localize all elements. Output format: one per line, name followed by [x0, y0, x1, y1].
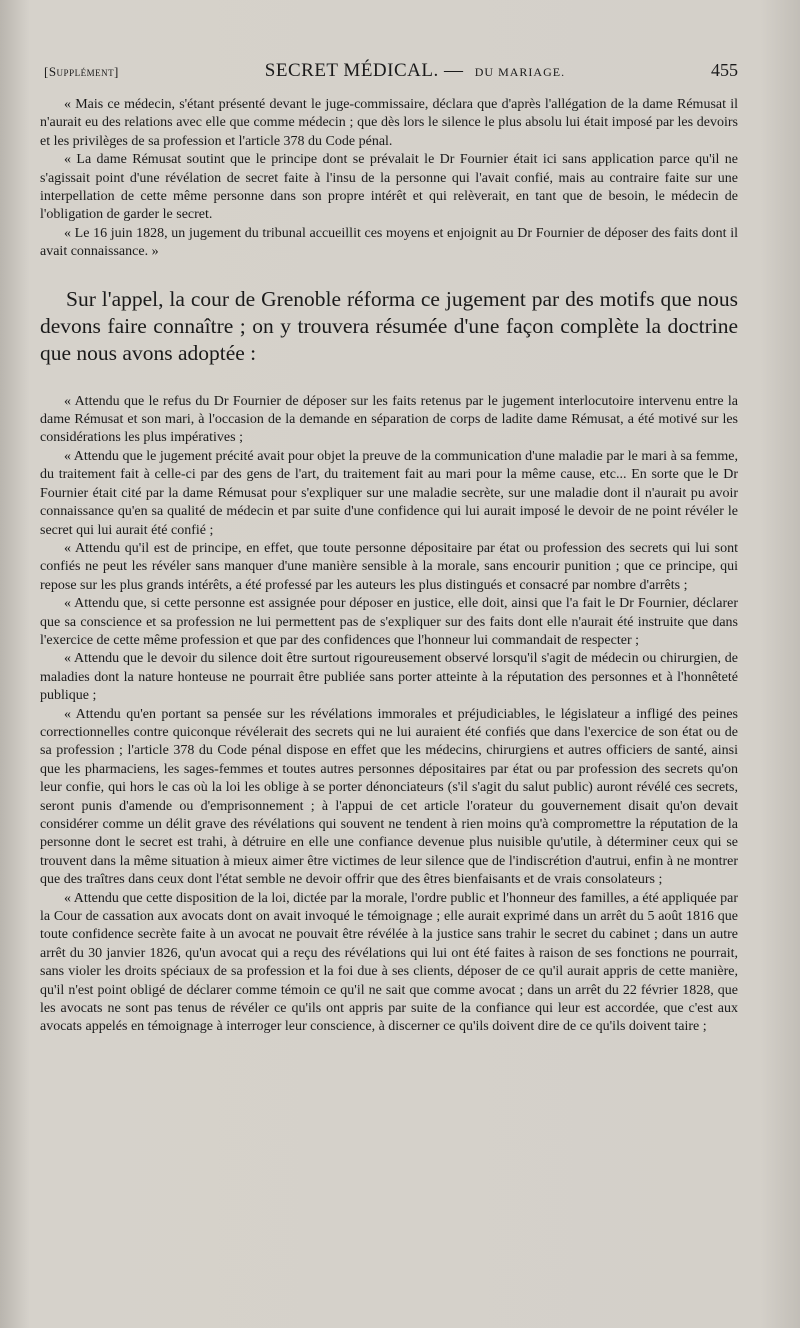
attendu-paragraph: « Attendu qu'il est de principe, en effet, que toute personne dépositaire par état ou profession des secrets qui lui sont confiés ne peut les révéler sans manquer d'une manière sensible à la morale, sans encourir punition ; que ce principe, qui repose sur les plus grands intérêts, a été professé par les auteurs les plus distingués et consacré par nombre d'arrêts ;: [40, 540, 738, 593]
attendu-paragraph: « Attendu que le refus du Dr Fournier de déposer sur les faits retenus par le jugement interlocutoire intervenu entre la dame Rémusat et son mari, à l'occasion de la demande en séparation de corps de ladite dame Rémusat, a été motivé sur les considérations les plus impératives ;: [40, 393, 738, 446]
quoted-block: [40, 96, 738, 262]
quoted-paragraph: « Le 16 juin 1828, un jugement du tribunal accueillit ces moyens et enjoignit au Dr Fournier de déposer des faits dont il avait connaissance. »: [40, 225, 738, 260]
attendu-block: [40, 393, 738, 1037]
main-paragraph: Sur l'appel, la cour de Grenoble réforma ce jugement par des motifs que nous devons faire connaître ; on y trouvera résumée d'une façon complète la doctrine que nous avons adoptée :: [40, 286, 738, 365]
attendu-paragraph: « Attendu que, si cette personne est assignée pour déposer en justice, elle doit, ainsi que l'a fait le Dr Fournier, déclarer que sa conscience et sa profession ne lui permettent pas de s'expliquer sur des faits dont elle n'aurait été instruite que dans l'exercice de cette même profession et que par des confidences que l'honneur lui commandait de respecter ;: [40, 596, 738, 648]
running-header: [40, 60, 738, 82]
attendu-paragraph: « Attendu que cette disposition de la loi, dictée par la morale, l'ordre public et l'honneur des familles, a été appliquée par la Cour de cassation aux avocats dont on avait invoqué le témoignage ; elle aurait exprimé dans un arrêt du 5 août 1816 que toute confidence secrète faite à un avocat ne pouvait être révélée à la justice sans trahir le secret du cabinet ; dans un autre arrêt du 30 janvier 1826, qu'un avocat qui a reçu des révélations qui lui ont été faites à raison de ses fonctions ne pourrait, sans violer les droits spéciaux de sa profession et la foi due à ses clients, déposer de ce qu'il aurait appris de cette manière, qu'il n'est point obligé de déclarer comme témoin ce qu'il ne sait que comme avocat ; dans un arrêt du 22 février 1828, que les avocats ne sont pas tenus de révéler ce qu'ils ont appris par suite de la confiance qui leur est accordée, que c'est aux avocats appelés en témoignage à interroger leur conscience, à discerner ce qu'ils doivent dire de ce qu'ils doivent taire ;: [40, 890, 738, 1035]
attendu-paragraph: « Attendu que le devoir du silence doit être surtout rigoureusement observé lorsqu'il s'agit de médecin ou chirurgien, de maladies dont la nature honteuse ne pourrait être publiée sans porter atteinte à la réputation des personnes et à l'honnêteté publique ;: [40, 651, 738, 704]
quoted-paragraph: « Mais ce médecin, s'étant présenté devant le juge-commissaire, déclara que d'après l'allégation de la dame Rémusat il n'aurait eu des relations avec elle que comme médecin ; que dès lors le silence le plus absolu lui était imposé par les devoirs et les privilèges de sa profession et l'article 378 du Code pénal.: [40, 97, 738, 149]
attendu-paragraph: « Attendu que le jugement précité avait pour objet la preuve de la communication d'une maladie par le mari à sa femme, du traitement fait à celle-ci par des gens de l'art, du traitement fait au mari pour la même cause, etc... En sorte que le Dr Fournier était cité par la dame Rémusat pour s'expliquer sur une maladie secrète, sur une maladie dont il n'aurait pu avoir connaissance qu'en sa qualité de médecin et par suite d'une confidence qui lui aurait imposé le devoir de ne point révéler le secret qui lui aurait été confié ;: [40, 448, 738, 538]
attendu-paragraph: « Attendu qu'en portant sa pensée sur les révélations immorales et préjudiciables, le législateur a infligé des peines correctionnelles contre quiconque révélerait des secrets qui ne lui auraient été confiés que dans l'exercice de son état ou de sa profession ; l'article 378 du Code pénal dispose en effet que les médecins, chirurgiens et autres officiers de santé, ainsi que les pharmaciens, les sages-femmes et toutes autres personnes dépositaires par état ou par profession des secrets qu'on leur confie, qui hors le cas où la loi les oblige à se porter dénonciateurs (s'il s'agit du salut public) auront révélé ces secrets, seront punis d'amende ou d'emprisonnement ; à l'appui de cet article l'orateur du gouvernement disait qu'on devait considérer comme un délit grave des révélations qui souvent ne tendent à rien moins qu'à compromettre la réputation de la personne dont le secret est trahi, à détruire en elle une confiance devenue plus nuisible qu'utile, à déterminer ceux qui se trouvent dans la même situation à mieux aimer être victimes de leur silence que de l'indiscrétion d'autrui, enfin à ne montrer que des traîtres dans ceux dont l'état semble ne devoir offrir que des êtres bienfaisants et de vrais consolateurs ;: [40, 706, 738, 888]
page-number: 455: [710, 60, 738, 80]
supplement-label: [Supplément]: [44, 64, 119, 79]
running-title: [265, 60, 565, 82]
title-text: SECRET MÉDICAL.: [264, 60, 439, 81]
quoted-paragraph: « La dame Rémusat soutint que le principe dont se prévalait le Dr Fournier était ici sans application parce qu'il ne s'agissait point d'une révélation de secret faite à l'insu de la personne qui l'avait confié, mais au contraire faite sur une interpellation de cette même personne dans son propre intérêt et qui relèverait, en tant que de besoin, le médecin de l'obligation de garder le secret.: [40, 152, 738, 223]
title-dash: —: [443, 60, 464, 81]
subtitle-text: DU MARIAGE.: [474, 65, 566, 79]
